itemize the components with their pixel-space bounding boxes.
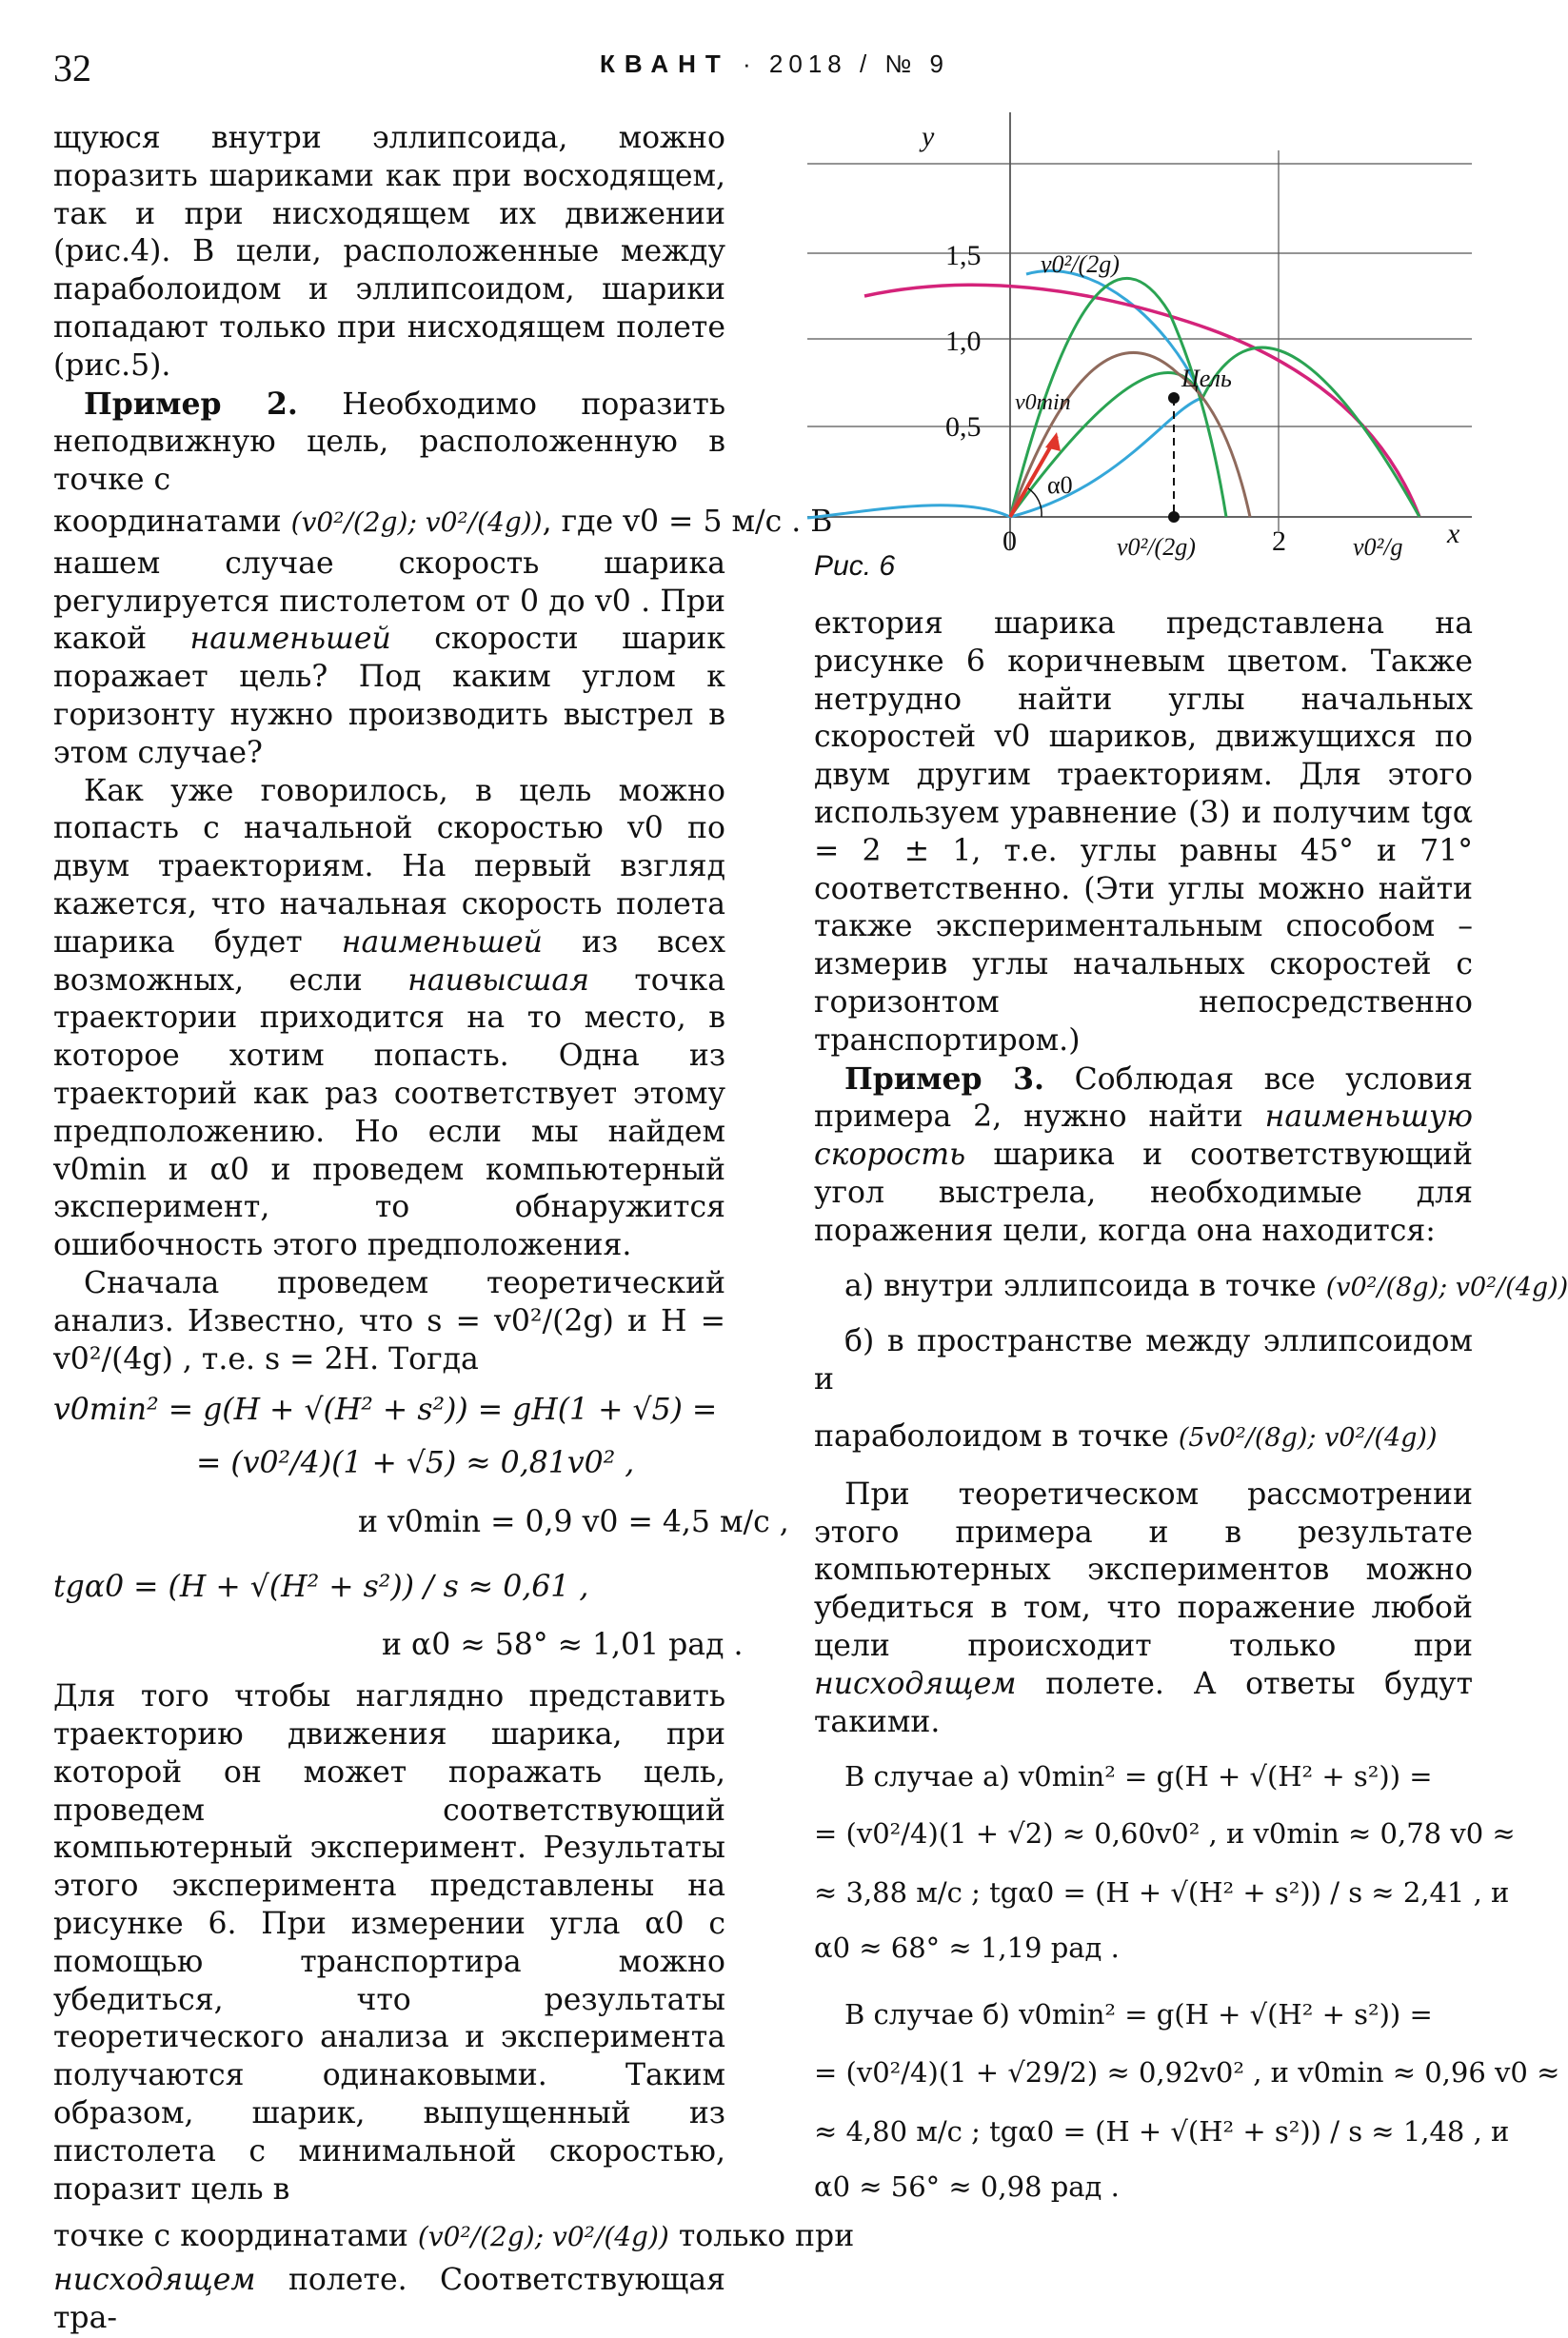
equation: = (v0²/4)(1 + √5) ≈ 0,81v0² , bbox=[196, 1446, 635, 1481]
example-title: Пример 3. bbox=[844, 1060, 1044, 1097]
italic-text: нисходящем bbox=[53, 2263, 256, 2298]
text: , где v0 = 5 м/с . В bbox=[542, 504, 833, 539]
x-axis-label: x bbox=[1447, 518, 1460, 549]
right-column bbox=[814, 605, 1568, 2207]
formula: (v0²/(2g); v0²/(4g)) bbox=[417, 2221, 669, 2253]
tick-1-0: 1,0 bbox=[945, 326, 982, 357]
x-end-label: v0²/g bbox=[1353, 533, 1403, 561]
coord-line: точке с координатами (v0²/(2g); v0²/(4g)) только при bbox=[53, 2219, 855, 2254]
tick-0: 0 bbox=[1002, 525, 1017, 557]
equation: и α0 ≈ 58° ≈ 1,01 рад . bbox=[382, 1628, 744, 1663]
angle-arc bbox=[1028, 488, 1042, 517]
journal-name: КВАНТ bbox=[600, 50, 730, 78]
paragraph: щуюся внутри эллипсоида, можно поразить шариками как при восходящем, так и при нисходящем их движении (рис.4). В цели, расположенные между параболоидом и эллипсоидом, шарики попадают только при нисходящем полете (рис.5). bbox=[53, 121, 725, 383]
example-3: Пример 3. Соблюдая все условия примера 2, нужно найти наименьшую скорость шарика и соответствующий угол выстрела, необходимые для поражения цели, когда она находится: bbox=[814, 1060, 1473, 1248]
formula: (5v0²/(8g); v0²/(4g)) bbox=[1178, 1422, 1438, 1453]
paragraph: Сначала проведем теоретический анализ. Известно, что s = v0²/(2g) и H = v0²/(4g) , т.е. s = 2H. Тогда bbox=[53, 1265, 725, 1377]
x-mid-label: v0²/(2g) bbox=[1117, 533, 1196, 561]
italic-text: нисходящем bbox=[814, 1666, 1017, 1701]
equation: α0 ≈ 56° ≈ 0,98 рад . bbox=[814, 2170, 1120, 2203]
coord-line bbox=[53, 504, 833, 542]
grid bbox=[807, 112, 1472, 550]
italic-text: наименьшую скорость bbox=[814, 1100, 1473, 1173]
envelope-label: v0²/(2g) bbox=[1041, 250, 1120, 278]
paragraph: нашем случае скорость шарика регулируется пистолетом от 0 до v0 . При какой наименьшей скорости шарик поражает цель? Под каким углом к горизонту нужно производить выстрел в этом случае? bbox=[53, 545, 725, 770]
example-2 bbox=[53, 386, 725, 500]
paragraph: ектория шарика представлена на рисунке 6 коричневым цветом. Также нетрудно найти углы начальных скоростей v0 шариков, движущихся по двум другим траекториям. Для этого используем уравнение (3) и получим tgα = 2 ± 1, т.е. углы равны 45° и 71° соответственно. (Эти углы можно найти также экспериментальным способом – измерив углы начальных скоростей с горизонтом непосредственно транспортиром.) bbox=[814, 606, 1473, 1058]
paragraph: Как уже говорилось, в цель можно попасть с начальной скоростью v0 по двум траекториям. На первый взгляд кажется, что начальная скорость полета шарика будет наименьшей из всех возможных, если наивысшая точка траектории приходится на то место, в которое хотим попасть. Одна из траекторий как раз соответствует этому предположению. Но если мы найдем v0min и α0 и проведем компьютерный эксперимент, то обнаружится ошибочность этого предположения. bbox=[53, 773, 726, 1263]
target-projection bbox=[1168, 511, 1180, 523]
equation: v0min² = g(H + √(H² + s²)) = gH(1 + √5) = bbox=[53, 1393, 718, 1428]
paragraph: нисходящем полете. Соответствующая тра- bbox=[53, 2263, 725, 2336]
v0min-label: v0min bbox=[1015, 390, 1071, 415]
paragraph: При теоретическом рассмотрении этого примера и в результате компьютерных экспериментов можно убедиться в том, что поражение любой цели происходит только при нисходящем полете. А ответы будут такими. bbox=[814, 1476, 1473, 1739]
case-b-line: б) в пространстве между эллипсоидом и bbox=[814, 1324, 1473, 1397]
example-title: Пример 2. bbox=[84, 386, 298, 422]
equation: = (v0²/4)(1 + √2) ≈ 0,60v0² , и v0min ≈ 0,78 v0 ≈ bbox=[814, 1817, 1516, 1851]
italic-text: наименьшей bbox=[341, 924, 543, 960]
equation: ≈ 3,88 м/с ; tgα0 = (H + √(H² + s²)) / s ≈ 2,41 , и bbox=[814, 1875, 1510, 1909]
italic-text: наименьшей bbox=[189, 622, 391, 657]
equation: В случае б) v0min² = g(H + √(H² + s²)) = bbox=[844, 1997, 1433, 2031]
equation: ≈ 4,80 м/с ; tgα0 = (H + √(H² + s²)) / s ≈ 1,48 , и bbox=[814, 2115, 1510, 2149]
italic-text: наивысшая bbox=[407, 962, 590, 998]
y-axis-label: y bbox=[922, 121, 935, 152]
formula: (v0²/(2g); v0²/(4g)) bbox=[290, 505, 543, 538]
figure-caption: Рис. 6 bbox=[814, 550, 896, 582]
case-a-line: а) внутри эллипсоида в точке (v0²/(8g); v0²/(4g)) bbox=[844, 1268, 1568, 1303]
target-label: Цель bbox=[1181, 365, 1232, 392]
blue-curve-left bbox=[807, 505, 1010, 518]
text: координатами bbox=[53, 504, 282, 539]
tick-0-5: 0,5 bbox=[945, 411, 982, 443]
tick-1-5: 1,5 bbox=[945, 240, 982, 271]
trajectory-figure bbox=[807, 112, 1479, 588]
equation: и v0min = 0,9 v0 = 4,5 м/с , bbox=[358, 1504, 789, 1539]
text: Необходимо поразить неподвижную цель, расположенную в точке с bbox=[53, 386, 725, 498]
case-b-line-2: параболоидом в точке (5v0²/(8g); v0²/(4g)) bbox=[814, 1418, 1438, 1454]
equation: tgα0 = (H + √(H² + s²)) / s ≈ 0,61 , bbox=[53, 1569, 589, 1604]
paragraph: Для того чтобы наглядно представить траекторию движения шарика, при которой он может поражать цель, проведем соответствующий компьютерный эксперимент. Результаты этого эксперимента представлены на рисунке 6. При измерении угла α0 с помощью транспортира можно убедиться, что результаты теоретического анализа и эксперимента получаются одинаковыми. Таким образом, шарик, выпущенный из пистолета с минимальной скоростью, поразит цель в bbox=[53, 1679, 725, 2207]
equation: = (v0²/4)(1 + √29/2) ≈ 0,92v0² , и v0min ≈ 0,96 v0 ≈ bbox=[814, 2056, 1560, 2090]
alpha-label: α0 bbox=[1047, 471, 1073, 499]
formula: (v0²/(8g); v0²/(4g)) bbox=[1325, 1272, 1568, 1302]
page-number: 32 bbox=[53, 47, 91, 89]
envelope-curve bbox=[864, 285, 1419, 517]
equation: α0 ≈ 68° ≈ 1,19 рад . bbox=[814, 1931, 1120, 1964]
target-point bbox=[1168, 392, 1180, 404]
issue-label: · 2018 / № 9 bbox=[743, 50, 949, 78]
tick-2: 2 bbox=[1272, 525, 1286, 557]
equation: В случае а) v0min² = g(H + √(H² + s²)) = bbox=[844, 1760, 1433, 1793]
running-header bbox=[600, 50, 949, 79]
